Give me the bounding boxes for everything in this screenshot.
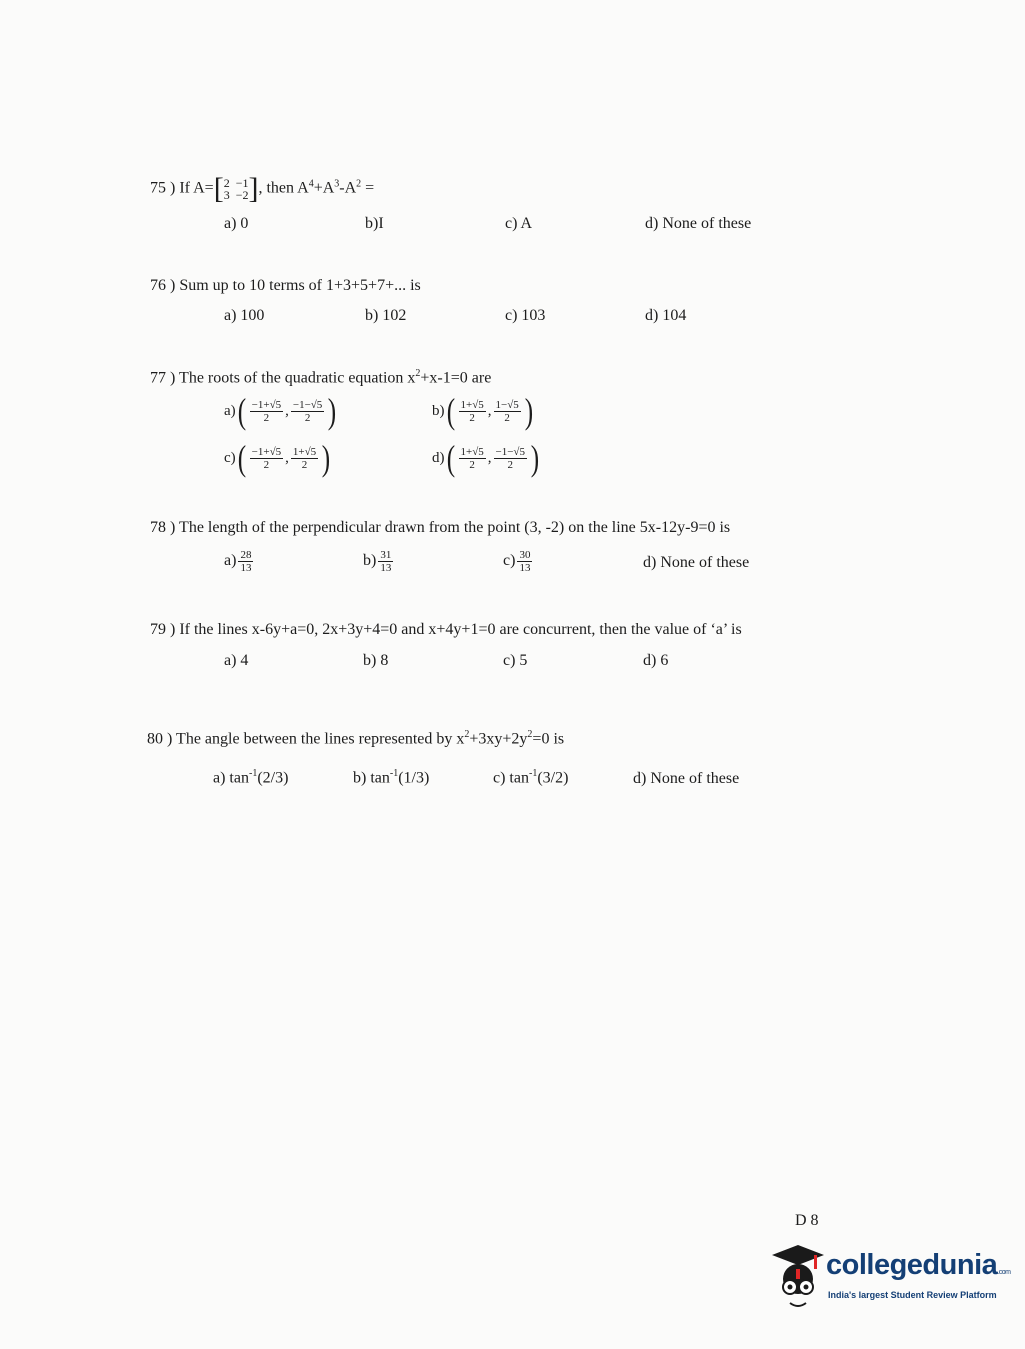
collegedunia-logo bbox=[768, 1243, 1011, 1313]
q79-option-c: c) 5 bbox=[503, 652, 528, 669]
fraction: $\frac{-1+√5}{2}$ bbox=[251, 445, 282, 471]
fraction: $\frac{-1-√5}{2}$ bbox=[495, 445, 525, 471]
q78-option-d: d) None of these bbox=[643, 554, 750, 571]
exponent: 2 bbox=[356, 178, 362, 190]
q75-suffix: , then A bbox=[258, 179, 309, 197]
option-label: c) bbox=[503, 552, 516, 570]
exponent: 2 bbox=[464, 729, 470, 740]
exponent: 2 bbox=[527, 729, 533, 740]
q80-text: +3xy+2y bbox=[469, 730, 528, 748]
q75-option-b: b)I bbox=[365, 215, 384, 232]
q76-option-b: b) 102 bbox=[365, 307, 407, 324]
question-76: 76 ) Sum up to 10 terms of 1+3+5+7+... is bbox=[150, 277, 421, 294]
logo-tagline: India's largest Student Review Platform bbox=[828, 1290, 997, 1300]
q76-option-c: c) 103 bbox=[505, 307, 546, 324]
fraction: $\frac{1+√5}{2}$ bbox=[460, 398, 484, 424]
show-through-text bbox=[270, 148, 274, 165]
matrix-a: [ 2 −1 3 −2 ] bbox=[213, 172, 259, 205]
fraction: $\frac{1+√5}{2}$ bbox=[460, 445, 484, 471]
q77-option-c: c) ( $\frac{-1+√5}{2}$ , $\frac{1+√5}{2}$ ) bbox=[224, 438, 331, 478]
question-79: 79 ) If the lines x-6y+a=0, 2x+3y+4=0 and x+4y+1=0 are concurrent, then the value of ‘a’ is bbox=[150, 621, 742, 638]
option-label: b) bbox=[432, 402, 445, 419]
q75-expr: +A bbox=[313, 179, 335, 197]
option-label: d) bbox=[432, 449, 445, 466]
q77-text: 77 ) The roots of the quadratic equation x bbox=[150, 369, 416, 387]
q76-option-d: d) 104 bbox=[645, 307, 687, 324]
q78-option-c bbox=[503, 549, 534, 574]
matrix-cell: 2 bbox=[223, 176, 230, 190]
fraction: $\frac{30}{13}$ bbox=[519, 549, 531, 574]
q78-option-a bbox=[224, 549, 255, 574]
q80-text: =0 is bbox=[532, 730, 565, 748]
q75-tail: = bbox=[361, 179, 375, 197]
exponent: 2 bbox=[415, 368, 421, 379]
q75-prefix: 75 ) If A= bbox=[150, 179, 214, 197]
q78-option-b bbox=[363, 549, 395, 574]
question-78: 78 ) The length of the perpendicular drawn from the point (3, -2) on the line 5x-12y-9=0 is bbox=[150, 519, 731, 536]
fraction: $\frac{-1+√5}{2}$ bbox=[251, 398, 282, 424]
page-code: D 8 bbox=[795, 1212, 819, 1229]
q79-option-b: b) 8 bbox=[363, 652, 389, 669]
question-77 bbox=[150, 368, 491, 387]
fraction: $\frac{1+√5}{2}$ bbox=[292, 445, 317, 471]
fraction: $\frac{31}{13}$ bbox=[380, 549, 392, 574]
logo-wordmark: collegedunia.com bbox=[826, 1249, 1011, 1281]
q77-option-a: a) ( $\frac{-1+√5}{2}$ , $\frac{-1-√5}{2}$ ) bbox=[224, 391, 337, 431]
q75-option-a: a) 0 bbox=[224, 215, 249, 232]
q75-option-c: c) A bbox=[505, 215, 533, 232]
option-label: b) bbox=[363, 552, 377, 570]
q75-expr: -A bbox=[339, 179, 357, 197]
q79-option-d: d) 6 bbox=[643, 652, 669, 669]
matrix-cell: −2 bbox=[235, 188, 249, 202]
fraction: $\frac{-1-√5}{2}$ bbox=[292, 398, 323, 424]
option-label: c) bbox=[224, 449, 236, 466]
q80-text: 80 ) The angle between the lines represented by x bbox=[147, 730, 465, 748]
matrix-cell: 3 bbox=[223, 188, 230, 202]
q77-option-d: d) ( $\frac{1+√5}{2}$ , $\frac{-1-√5}{2}$ ) bbox=[432, 438, 540, 478]
q80-option-c: c) $\tan^{-1}(3/2)$ bbox=[493, 768, 569, 787]
exponent: 3 bbox=[334, 178, 340, 190]
q79-option-a: a) 4 bbox=[224, 652, 249, 669]
q80-option-d: d) None of these bbox=[633, 770, 740, 787]
q75-option-d: d) None of these bbox=[645, 215, 752, 232]
option-label: a) bbox=[224, 552, 237, 570]
question-75 bbox=[150, 172, 375, 205]
q77-text: +x-1=0 are bbox=[420, 369, 492, 387]
fraction: $\frac{1-√5}{2}$ bbox=[495, 398, 519, 424]
fraction: $\frac{28}{13}$ bbox=[240, 549, 252, 574]
q80-option-a: a) $\tan^{-1}(2/3)$ bbox=[213, 768, 289, 787]
exponent: 4 bbox=[308, 178, 314, 190]
matrix-cell: −1 bbox=[235, 176, 249, 190]
q77-option-b: b) ( $\frac{1+√5}{2}$ , $\frac{1-√5}{2}$ ) bbox=[432, 391, 533, 431]
q76-option-a: a) 100 bbox=[224, 307, 265, 324]
question-80 bbox=[147, 729, 564, 748]
option-label: a) bbox=[224, 402, 236, 419]
mascot-icon bbox=[768, 1243, 828, 1313]
q80-option-b: b) $\tan^{-1}(1/3)$ bbox=[353, 768, 430, 787]
